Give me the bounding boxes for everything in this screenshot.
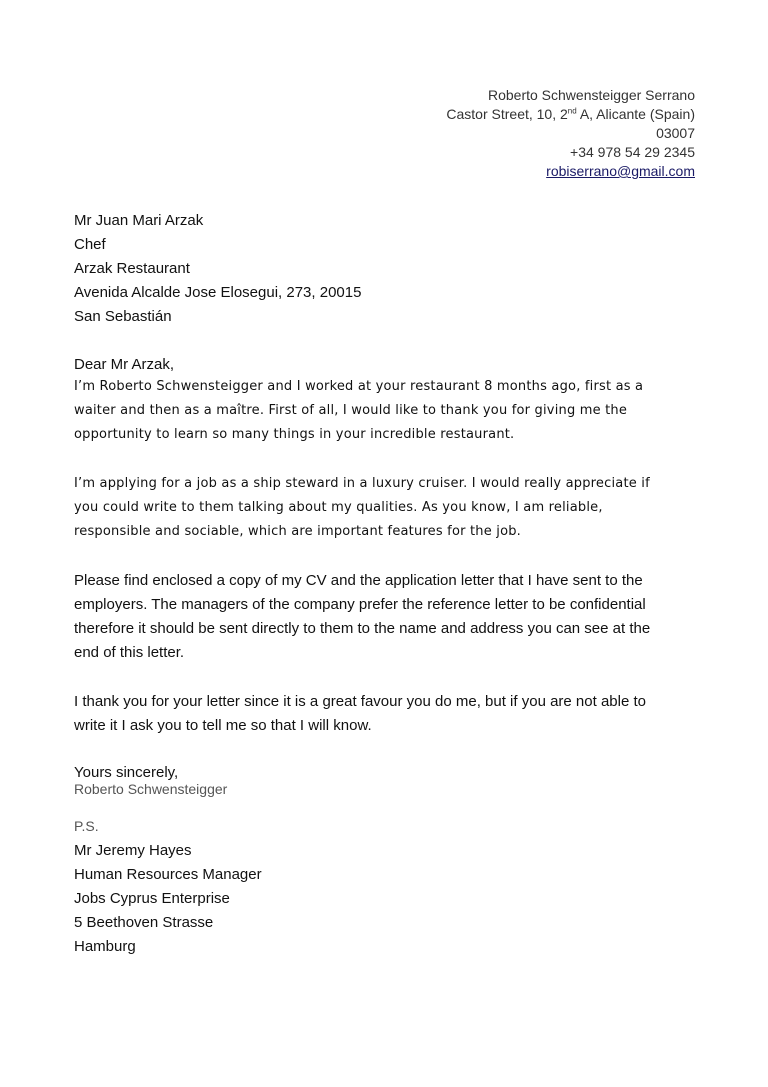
paragraph-line: therefore it should be sent directly to them to the name and address you can see at the xyxy=(74,620,651,637)
paragraph-line: you could write to them talking about my qualities. As you know, I am reliable, xyxy=(74,500,603,515)
paragraph-line: waiter and then as a maître. First of all, I would like to thank you for giving me the xyxy=(74,403,628,418)
paragraph-request xyxy=(74,472,694,544)
ps-address-line: 5 Beethoven Strasse xyxy=(74,914,214,931)
paragraph-line: I thank you for your letter since it is a great favour you do me, but if you are not able to xyxy=(74,693,646,710)
ps-label: P.S. xyxy=(74,818,99,834)
paragraph-line: end of this letter. xyxy=(74,644,185,661)
sender-postcode: 03007 xyxy=(656,125,695,141)
recipient-line: Avenida Alcalde Jose Elosegui, 273, 20015 xyxy=(74,284,362,301)
recipient-block xyxy=(74,209,361,329)
recipient-line: Arzak Restaurant xyxy=(74,260,190,277)
ps-address-line: Hamburg xyxy=(74,938,136,955)
sender-phone: +34 978 54 29 2345 xyxy=(570,144,695,160)
recipient-line: San Sebastián xyxy=(74,308,172,325)
paragraph-line: I’m applying for a job as a ship steward in a luxury cruiser. I would really appreciate if xyxy=(74,476,650,491)
paragraph-line: I’m Roberto Schwensteigger and I worked at your restaurant 8 months ago, first as a xyxy=(74,379,644,394)
ps-address-block xyxy=(74,839,262,959)
sender-street-prefix: Castor Street, 10, 2 xyxy=(446,106,568,122)
salutation: Dear Mr Arzak, xyxy=(74,356,175,373)
paragraph-line: write it I ask you to tell me so that I will know. xyxy=(74,717,372,734)
signature-name: Roberto Schwensteigger xyxy=(74,781,228,797)
paragraph-thanks xyxy=(74,690,694,738)
paragraph-introduction xyxy=(74,375,694,447)
closing: Yours sincerely, xyxy=(74,764,179,781)
recipient-line: Mr Juan Mari Arzak xyxy=(74,212,204,229)
sender-street-suffix: A, Alicante (Spain) xyxy=(576,106,695,122)
paragraph-line: employers. The managers of the company prefer the reference letter to be confidential xyxy=(74,596,646,613)
paragraph-line: Please find enclosed a copy of my CV and the application letter that I have sent to the xyxy=(74,572,643,589)
ps-address-line: Human Resources Manager xyxy=(74,866,262,883)
sender-street xyxy=(295,105,695,124)
ps-address-line: Mr Jeremy Hayes xyxy=(74,842,192,859)
sender-block xyxy=(295,86,695,181)
sender-name: Roberto Schwensteigger Serrano xyxy=(487,87,695,103)
sender-street-ordinal: nd xyxy=(567,106,577,116)
ps-address-line: Jobs Cyprus Enterprise xyxy=(74,890,230,907)
paragraph-enclosure xyxy=(74,569,694,665)
paragraph-line: responsible and sociable, which are important features for the job. xyxy=(74,524,522,539)
sender-email-link[interactable]: robiserrano@gmail.com xyxy=(546,163,695,179)
paragraph-line: opportunity to learn so many things in your incredible restaurant. xyxy=(74,427,515,442)
recipient-line: Chef xyxy=(74,236,106,253)
